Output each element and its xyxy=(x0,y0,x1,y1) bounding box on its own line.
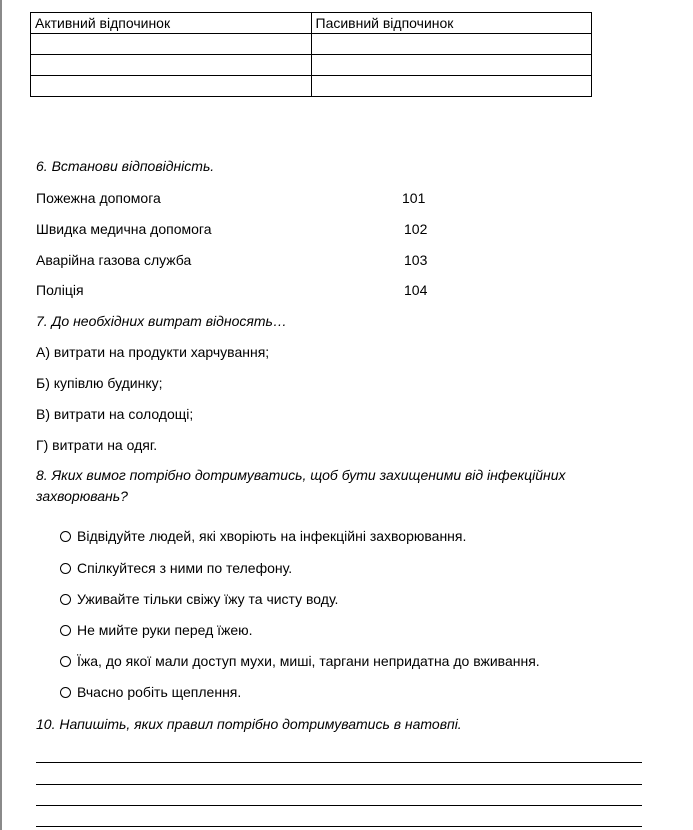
q6-item-number: 101 xyxy=(402,190,426,206)
rest-types-table xyxy=(30,12,592,97)
answer-line[interactable] xyxy=(36,784,642,785)
q6-item-label: Пожежна допомога xyxy=(36,190,161,206)
q10-title: 10. Напишіть, яких правил потрібно дотримуватись в натовпі. xyxy=(36,716,462,732)
table-header-active: Активний відпочинок xyxy=(31,13,312,34)
answer-line[interactable] xyxy=(36,762,642,763)
q8-option[interactable] xyxy=(60,622,253,638)
q7-option: А) витрати на продукти харчування; xyxy=(36,344,270,360)
q8-option[interactable] xyxy=(60,560,292,576)
page-left-edge xyxy=(0,0,2,830)
q7-option: В) витрати на солодощі; xyxy=(36,406,194,422)
table-cell[interactable] xyxy=(31,55,312,76)
table-row xyxy=(31,34,592,55)
radio-circle-icon[interactable] xyxy=(60,594,71,605)
table-cell[interactable] xyxy=(31,34,312,55)
q8-option-label: Уживайте тільки свіжу їжу та чисту воду. xyxy=(77,591,339,607)
q6-title: 6. Встанови відповідність. xyxy=(36,158,215,174)
answer-line[interactable] xyxy=(36,805,642,806)
q6-item-number: 103 xyxy=(404,252,428,268)
radio-circle-icon[interactable] xyxy=(60,531,71,542)
table-cell[interactable] xyxy=(311,34,592,55)
table-header-passive: Пасивний відпочинок xyxy=(311,13,592,34)
q8-option-label: Їжа, до якої мали доступ мухи, миші, таргани непридатна до вживання. xyxy=(77,653,540,669)
table-cell[interactable] xyxy=(31,76,312,97)
q6-item-label: Поліція xyxy=(36,282,84,298)
radio-circle-icon[interactable] xyxy=(60,656,71,667)
table-row xyxy=(31,76,592,97)
q8-option[interactable] xyxy=(60,684,241,700)
q8-option[interactable] xyxy=(60,528,466,544)
table-cell[interactable] xyxy=(311,55,592,76)
q8-title-line1: 8. Яких вимог потрібно дотримуватись, щоб бути захищеними від інфекційних xyxy=(36,467,566,483)
radio-circle-icon[interactable] xyxy=(60,563,71,574)
q6-item-label: Аварійна газова служба xyxy=(36,252,192,268)
q8-option[interactable] xyxy=(60,591,338,607)
q6-item-number: 102 xyxy=(404,221,428,237)
q8-option-label: Вчасно робіть щеплення. xyxy=(77,684,242,700)
q7-title: 7. До необхідних витрат відносять… xyxy=(36,313,287,329)
table-header-row xyxy=(31,13,592,34)
radio-circle-icon[interactable] xyxy=(60,687,71,698)
table-cell[interactable] xyxy=(311,76,592,97)
q8-option[interactable] xyxy=(60,653,540,669)
q8-option-label: Відвідуйте людей, які хворіють на інфекційні захворювання. xyxy=(77,528,467,544)
q7-option: Б) купівлю будинку; xyxy=(36,375,163,391)
answer-line[interactable] xyxy=(36,826,642,827)
q8-option-label: Не мийте руки перед їжею. xyxy=(77,622,253,638)
q6-item-number: 104 xyxy=(404,282,428,298)
q7-option: Г) витрати на одяг. xyxy=(36,437,158,453)
q6-item-label: Швидка медична допомога xyxy=(36,221,212,237)
table-row xyxy=(31,55,592,76)
radio-circle-icon[interactable] xyxy=(60,625,71,636)
q8-title-line2: захворювань? xyxy=(36,488,128,504)
q8-option-label: Спілкуйтеся з ними по телефону. xyxy=(77,560,293,576)
